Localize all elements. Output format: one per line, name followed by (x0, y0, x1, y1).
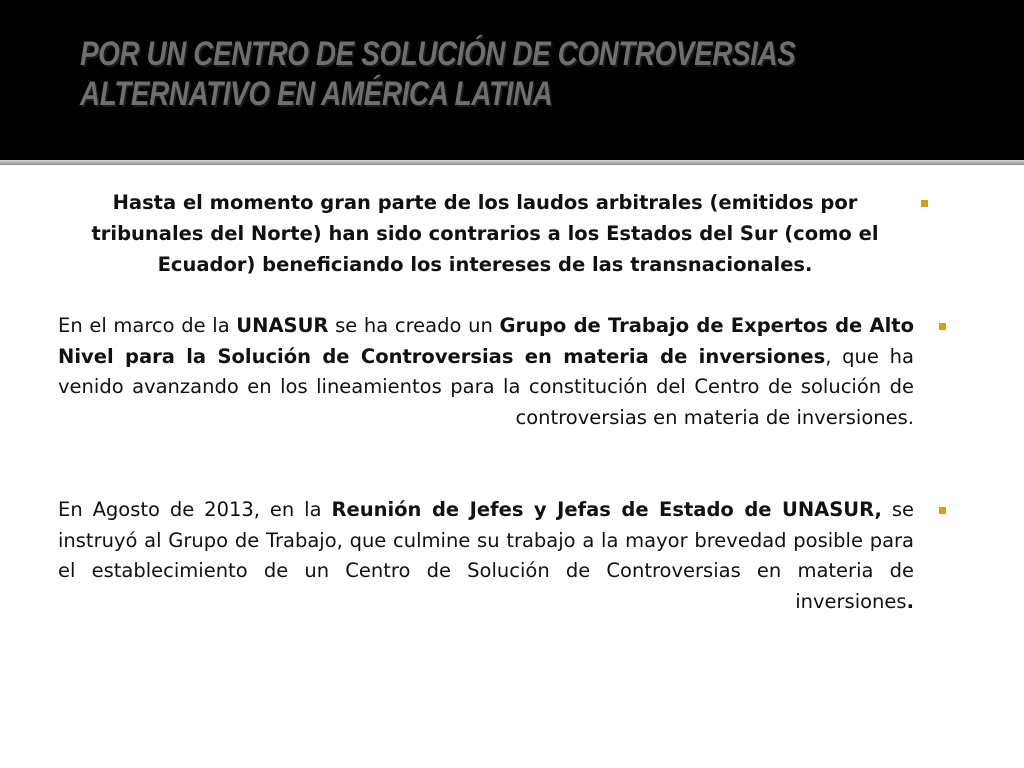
paragraph-2-text-a: En el marco de la (58, 314, 237, 337)
title-divider (0, 160, 1024, 165)
paragraph-laudos-arbitrales (60, 187, 910, 280)
paragraph-3-text-a: En Agosto de 2013, en la (58, 498, 332, 521)
paragraph-3-text-c: se instruyó al Grupo de Trabajo, que culmine su trabajo a la mayor brevedad posible para el establecimiento de un Centro de Solución de Controversias en materia de inversiones (58, 498, 914, 613)
paragraph-2-grupo-name: Grupo de Trabajo de Expertos de Alto Nivel para la Solución de Controversias en materia de inversiones (58, 314, 914, 368)
paragraph-1-text: Hasta el momento gran parte de los laudos arbitrales (emitidos por tribunales del Norte) han sido contrarios a los Estados del Sur (como el Ecuador) beneficiando los intereses de las transnacionales. (91, 191, 879, 276)
paragraph-2-text-e: , que ha venido avanzando en los lineamientos para la constitución del Centro de solución de controversias en materia de inversiones. (58, 344, 914, 429)
paragraph-reunion-jefes (58, 495, 914, 617)
slide-title (80, 34, 818, 114)
bullet-icon-3 (939, 507, 946, 514)
paragraph-grupo-de-trabajo (58, 311, 914, 433)
bullet-icon-2 (939, 323, 946, 330)
slide-title-line-2: ALTERNATIVO EN AMÉRICA LATINA (80, 75, 553, 113)
bullet-icon-1 (921, 200, 928, 207)
paragraph-3-period: . (906, 589, 914, 613)
paragraph-2-text-c: se ha creado un (328, 314, 500, 337)
slide-title-line-1: POR UN CENTRO DE SOLUCIÓN DE CONTROVERSIAS (80, 35, 796, 73)
paragraph-2-unasur: UNASUR (236, 314, 329, 337)
paragraph-3-reunion: Reunión de Jefes y Jefas de Estado de UNASUR, (331, 498, 882, 521)
